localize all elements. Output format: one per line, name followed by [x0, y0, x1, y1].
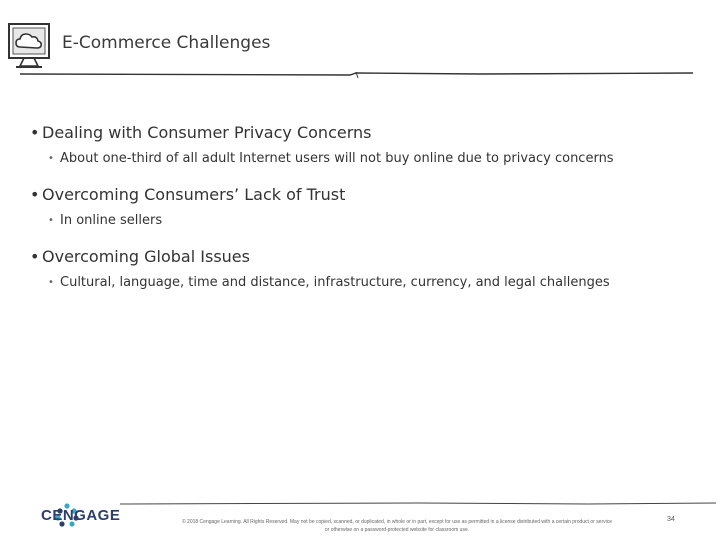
bullet-dot: •	[48, 277, 54, 288]
bullet-dot: •	[48, 215, 54, 226]
sub-bullet-text: Cultural, language, time and distance, infrastructure, currency, and legal challenges	[60, 275, 610, 290]
bullet-level2	[30, 210, 710, 246]
logo-text: CENGAGE	[41, 507, 121, 524]
bullet-level1	[30, 246, 710, 272]
bullet-dot: •	[30, 185, 40, 204]
title-divider	[0, 60, 720, 90]
bullet-level2	[30, 272, 710, 308]
footer-divider	[118, 492, 718, 512]
page-number: 34	[667, 516, 675, 523]
bullet-level1	[30, 184, 710, 210]
bullet-level1	[30, 122, 710, 148]
copyright-notice	[132, 518, 662, 534]
slide-content	[30, 122, 710, 308]
copyright-line: © 2018 Cengage Learning. All Rights Reserved. May not be copied, scanned, or duplicated, in whole or in part, except for use as permitted in a license distributed with a certain product or service	[181, 519, 613, 525]
copyright-line: or otherwise on a password-protected website for classroom use.	[324, 527, 470, 533]
bullet-text: Overcoming Global Issues	[42, 247, 250, 266]
bullet-dot: •	[30, 123, 40, 142]
sub-bullet-text: In online sellers	[60, 213, 163, 228]
bullet-text: Overcoming Consumers’ Lack of Trust	[42, 185, 346, 204]
slide-title: E-Commerce Challenges	[62, 33, 271, 53]
bullet-text: Dealing with Consumer Privacy Concerns	[42, 123, 372, 142]
bullet-dot: •	[48, 153, 54, 164]
bullet-level2	[30, 148, 710, 184]
bullet-dot: •	[30, 247, 40, 266]
sub-bullet-text: About one-third of all adult Internet users will not buy online due to privacy concerns	[60, 151, 614, 166]
